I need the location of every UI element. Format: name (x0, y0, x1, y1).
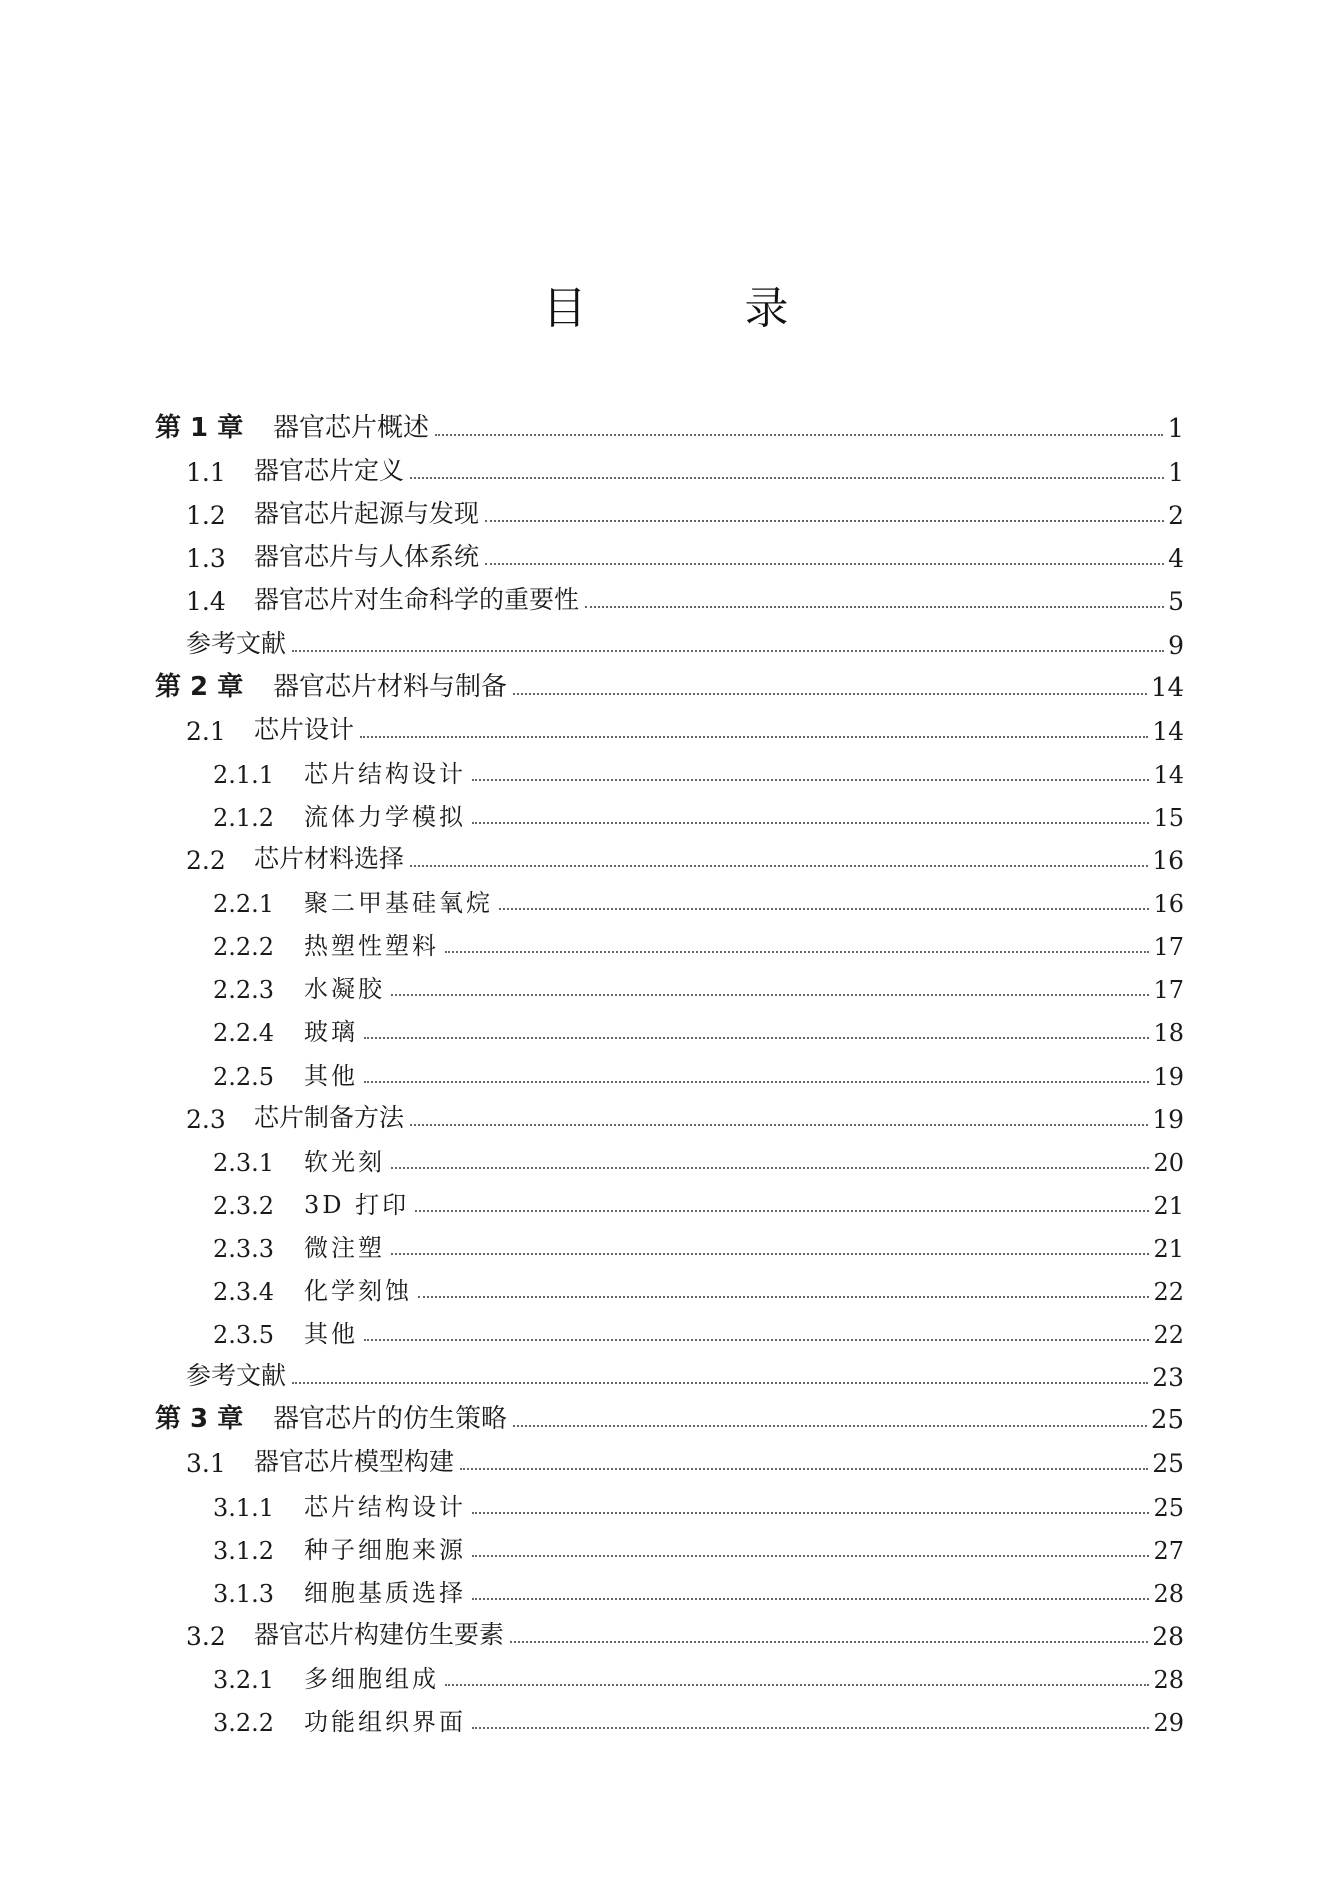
toc-section-entry[interactable] (186, 490, 1184, 530)
toc-dot-leader (472, 1727, 1149, 1729)
toc-section-entry[interactable] (186, 620, 1184, 660)
toc-entry-title: 微注塑 (304, 1233, 385, 1262)
toc-chapter-entry[interactable] (155, 404, 1184, 444)
toc-page-number: 9 (1168, 630, 1184, 660)
toc-entry-title: 其他 (304, 1061, 358, 1090)
toc-page-number: 28 (1153, 1665, 1184, 1694)
toc-subsection-entry[interactable] (213, 964, 1184, 1004)
toc-entry-title: 参考文献 (186, 1361, 287, 1391)
toc-dot-leader (472, 1598, 1149, 1600)
toc-entry-number: 3.1 (186, 1449, 226, 1479)
toc-entry-number: 第 3 章 (155, 1404, 244, 1435)
toc-entry-title: 水凝胶 (304, 975, 385, 1004)
toc-page-number: 28 (1152, 1621, 1184, 1651)
toc-dot-leader (418, 1296, 1149, 1298)
toc-dot-leader (435, 434, 1163, 436)
toc-entry-number: 2.2.4 (213, 1019, 275, 1048)
toc-subsection-entry[interactable] (213, 1051, 1184, 1091)
toc-entry-title: 芯片制备方法 (254, 1102, 405, 1132)
toc-entry-title: 器官芯片起源与发现 (254, 499, 480, 529)
toc-entry-title: 热塑性塑料 (304, 932, 439, 961)
toc-dot-leader (410, 477, 1164, 479)
toc-subsection-entry[interactable] (213, 921, 1184, 961)
toc-page-number: 14 (1153, 760, 1184, 789)
toc-subsection-entry[interactable] (213, 1180, 1184, 1220)
toc-entry-number: 2.3.1 (213, 1148, 275, 1177)
toc-entry-title: 化学刻蚀 (304, 1277, 412, 1305)
toc-entry-title: 3D 打印 (304, 1190, 410, 1219)
toc-entry-title: 芯片结构设计 (304, 1492, 466, 1521)
toc-dot-leader (360, 736, 1148, 738)
toc-page-number: 17 (1153, 976, 1184, 1005)
toc-entry-title: 玻璃 (304, 1018, 358, 1047)
toc-entry-number: 3.1.3 (213, 1579, 275, 1608)
toc-page-number: 25 (1150, 1405, 1184, 1436)
toc-subsection-entry[interactable] (213, 1309, 1184, 1349)
toc-entry-title: 其他 (304, 1320, 358, 1349)
toc-page-number: 4 (1168, 544, 1184, 574)
toc-entry-number: 2.1 (186, 716, 226, 746)
toc-page-number: 21 (1153, 1234, 1184, 1263)
toc-page-number: 16 (1153, 890, 1184, 919)
toc-entry-number: 2.2.2 (213, 933, 275, 962)
toc-entry-number: 3.2.1 (213, 1665, 275, 1694)
toc-dot-leader (510, 1641, 1148, 1643)
toc-entry-title: 器官芯片模型构建 (254, 1447, 455, 1477)
toc-page-number: 1 (1167, 414, 1184, 444)
toc-entry-number: 1.3 (186, 544, 226, 574)
toc-dot-leader (485, 520, 1164, 522)
toc-entry-title: 细胞基质选择 (304, 1578, 466, 1607)
toc-subsection-entry[interactable] (213, 1223, 1184, 1263)
toc-entry-title: 种子细胞来源 (304, 1535, 466, 1564)
toc-section-entry[interactable] (186, 576, 1184, 616)
toc-chapter-entry[interactable] (155, 1395, 1184, 1435)
toc-page-number: 28 (1153, 1579, 1184, 1608)
toc-entry-title: 器官芯片概述 (273, 413, 430, 443)
toc-entry-number: 2.3.2 (213, 1191, 275, 1220)
toc-dot-leader (391, 994, 1149, 996)
toc-chapter-entry[interactable] (155, 663, 1184, 703)
toc-entry-number: 2.3.3 (213, 1234, 275, 1263)
toc-section-entry[interactable] (186, 1611, 1184, 1651)
toc-page-number: 17 (1153, 933, 1184, 962)
toc-subsection-entry[interactable] (213, 792, 1184, 832)
toc-dot-leader (415, 1210, 1149, 1212)
toc-dot-leader (410, 1124, 1148, 1126)
toc-dot-leader (445, 1684, 1149, 1686)
page-title: 目 录 (542, 283, 861, 334)
toc-entry-title: 器官芯片材料与制备 (273, 671, 508, 702)
toc-entry-number: 3.2 (186, 1621, 226, 1651)
toc-entry-title: 芯片设计 (254, 714, 355, 744)
toc-entry-title: 软光刻 (304, 1147, 385, 1176)
toc-section-entry[interactable] (186, 533, 1184, 573)
toc-page-number: 22 (1153, 1278, 1184, 1306)
toc-page-number: 19 (1152, 1104, 1184, 1134)
toc-entry-number: 2.2.3 (213, 976, 275, 1005)
toc-entry-number: 3.1.2 (213, 1536, 275, 1565)
toc-dot-leader (513, 1425, 1147, 1427)
toc-subsection-entry[interactable] (213, 1137, 1184, 1177)
toc-entry-title: 功能组织界面 (304, 1708, 466, 1736)
toc-subsection-entry[interactable] (213, 1568, 1184, 1608)
toc-dot-leader (391, 1167, 1149, 1169)
toc-dot-leader (460, 1468, 1148, 1470)
toc-dot-leader (585, 606, 1164, 608)
toc-entry-title: 参考文献 (186, 628, 287, 658)
toc-entry-title: 器官芯片对生命科学的重要性 (254, 585, 580, 615)
toc-page-number: 1 (1168, 458, 1184, 488)
toc-dot-leader (513, 693, 1147, 695)
toc-entry-number: 2.3 (186, 1104, 226, 1134)
toc-subsection-entry[interactable] (213, 1007, 1184, 1047)
toc-entry-number: 1.2 (186, 501, 226, 531)
toc-section-entry[interactable] (186, 447, 1184, 487)
toc-dot-leader (292, 650, 1164, 652)
toc-page-number: 5 (1168, 587, 1184, 617)
toc-dot-leader (364, 1339, 1149, 1341)
toc-page-number: 18 (1153, 1019, 1184, 1048)
toc-entry-number: 2.1.2 (213, 803, 275, 832)
toc-page-number: 19 (1153, 1062, 1184, 1091)
toc-dot-leader (472, 822, 1149, 824)
toc-subsection-entry[interactable] (213, 1525, 1184, 1565)
toc-dot-leader (499, 908, 1149, 910)
toc-page-number: 21 (1153, 1191, 1184, 1220)
toc-subsection-entry[interactable] (213, 878, 1184, 918)
toc-page-number: 27 (1153, 1536, 1184, 1565)
toc-subsection-entry[interactable] (213, 1697, 1184, 1737)
toc-entry-number: 第 1 章 (155, 413, 244, 443)
toc-entry-number: 1.4 (186, 587, 226, 617)
toc-page-number: 15 (1153, 803, 1184, 832)
toc-page-number: 25 (1153, 1493, 1184, 1522)
toc-entry-number: 2.3.5 (213, 1321, 275, 1350)
toc-section-entry[interactable] (186, 835, 1184, 875)
toc-dot-leader (445, 951, 1149, 953)
toc-entry-number: 2.1.1 (213, 760, 275, 789)
toc-dot-leader (410, 865, 1148, 867)
toc-section-entry[interactable] (186, 1438, 1184, 1478)
toc-page-number: 16 (1152, 846, 1184, 875)
toc-subsection-entry[interactable] (213, 1266, 1184, 1306)
toc-entry-number: 2.2.5 (213, 1062, 275, 1091)
toc-dot-leader (292, 1382, 1148, 1384)
toc-entry-number: 2.2 (186, 846, 226, 875)
toc-entry-number: 第 2 章 (155, 671, 244, 702)
toc-entry-title: 芯片结构设计 (304, 759, 466, 788)
toc-dot-leader (485, 563, 1164, 565)
toc-page-number: 25 (1152, 1449, 1184, 1479)
toc-entry-title: 器官芯片与人体系统 (254, 542, 480, 572)
toc-entry-title: 芯片材料选择 (254, 844, 405, 873)
toc-entry-title: 聚二甲基硅氧烷 (304, 889, 493, 918)
toc-entry-title: 器官芯片定义 (254, 456, 405, 486)
toc-entry-title: 多细胞组成 (304, 1664, 439, 1693)
toc-page-number: 14 (1152, 716, 1184, 746)
toc-subsection-entry[interactable] (213, 1482, 1184, 1522)
toc-page-number: 22 (1153, 1321, 1184, 1350)
toc-dot-leader (472, 1555, 1149, 1557)
toc-section-entry[interactable] (186, 1352, 1184, 1392)
toc-entry-title: 器官芯片的仿生策略 (273, 1404, 508, 1435)
toc-dot-leader (364, 1037, 1149, 1039)
toc-page-number: 2 (1168, 501, 1184, 531)
toc-subsection-entry[interactable] (213, 1654, 1184, 1694)
toc-entry-number: 2.3.4 (213, 1278, 275, 1306)
toc-entry-number: 3.2.2 (213, 1709, 275, 1737)
toc-entry-number: 2.2.1 (213, 890, 275, 919)
toc-dot-leader (472, 779, 1149, 781)
toc-page-number: 29 (1153, 1709, 1184, 1737)
toc-page-number: 20 (1153, 1148, 1184, 1177)
toc-entry-title: 流体力学模拟 (304, 802, 466, 831)
toc-section-entry[interactable] (186, 706, 1184, 746)
toc-entry-number: 1.1 (186, 458, 226, 488)
toc-page-number: 23 (1152, 1363, 1184, 1393)
toc-subsection-entry[interactable] (213, 749, 1184, 789)
toc-dot-leader (472, 1512, 1149, 1514)
toc-page-number: 14 (1150, 672, 1184, 703)
toc-section-entry[interactable] (186, 1094, 1184, 1134)
toc-dot-leader (364, 1081, 1149, 1083)
toc-entry-title: 器官芯片构建仿生要素 (254, 1619, 505, 1649)
toc-entry-number: 3.1.1 (213, 1493, 275, 1522)
toc-dot-leader (391, 1253, 1149, 1255)
